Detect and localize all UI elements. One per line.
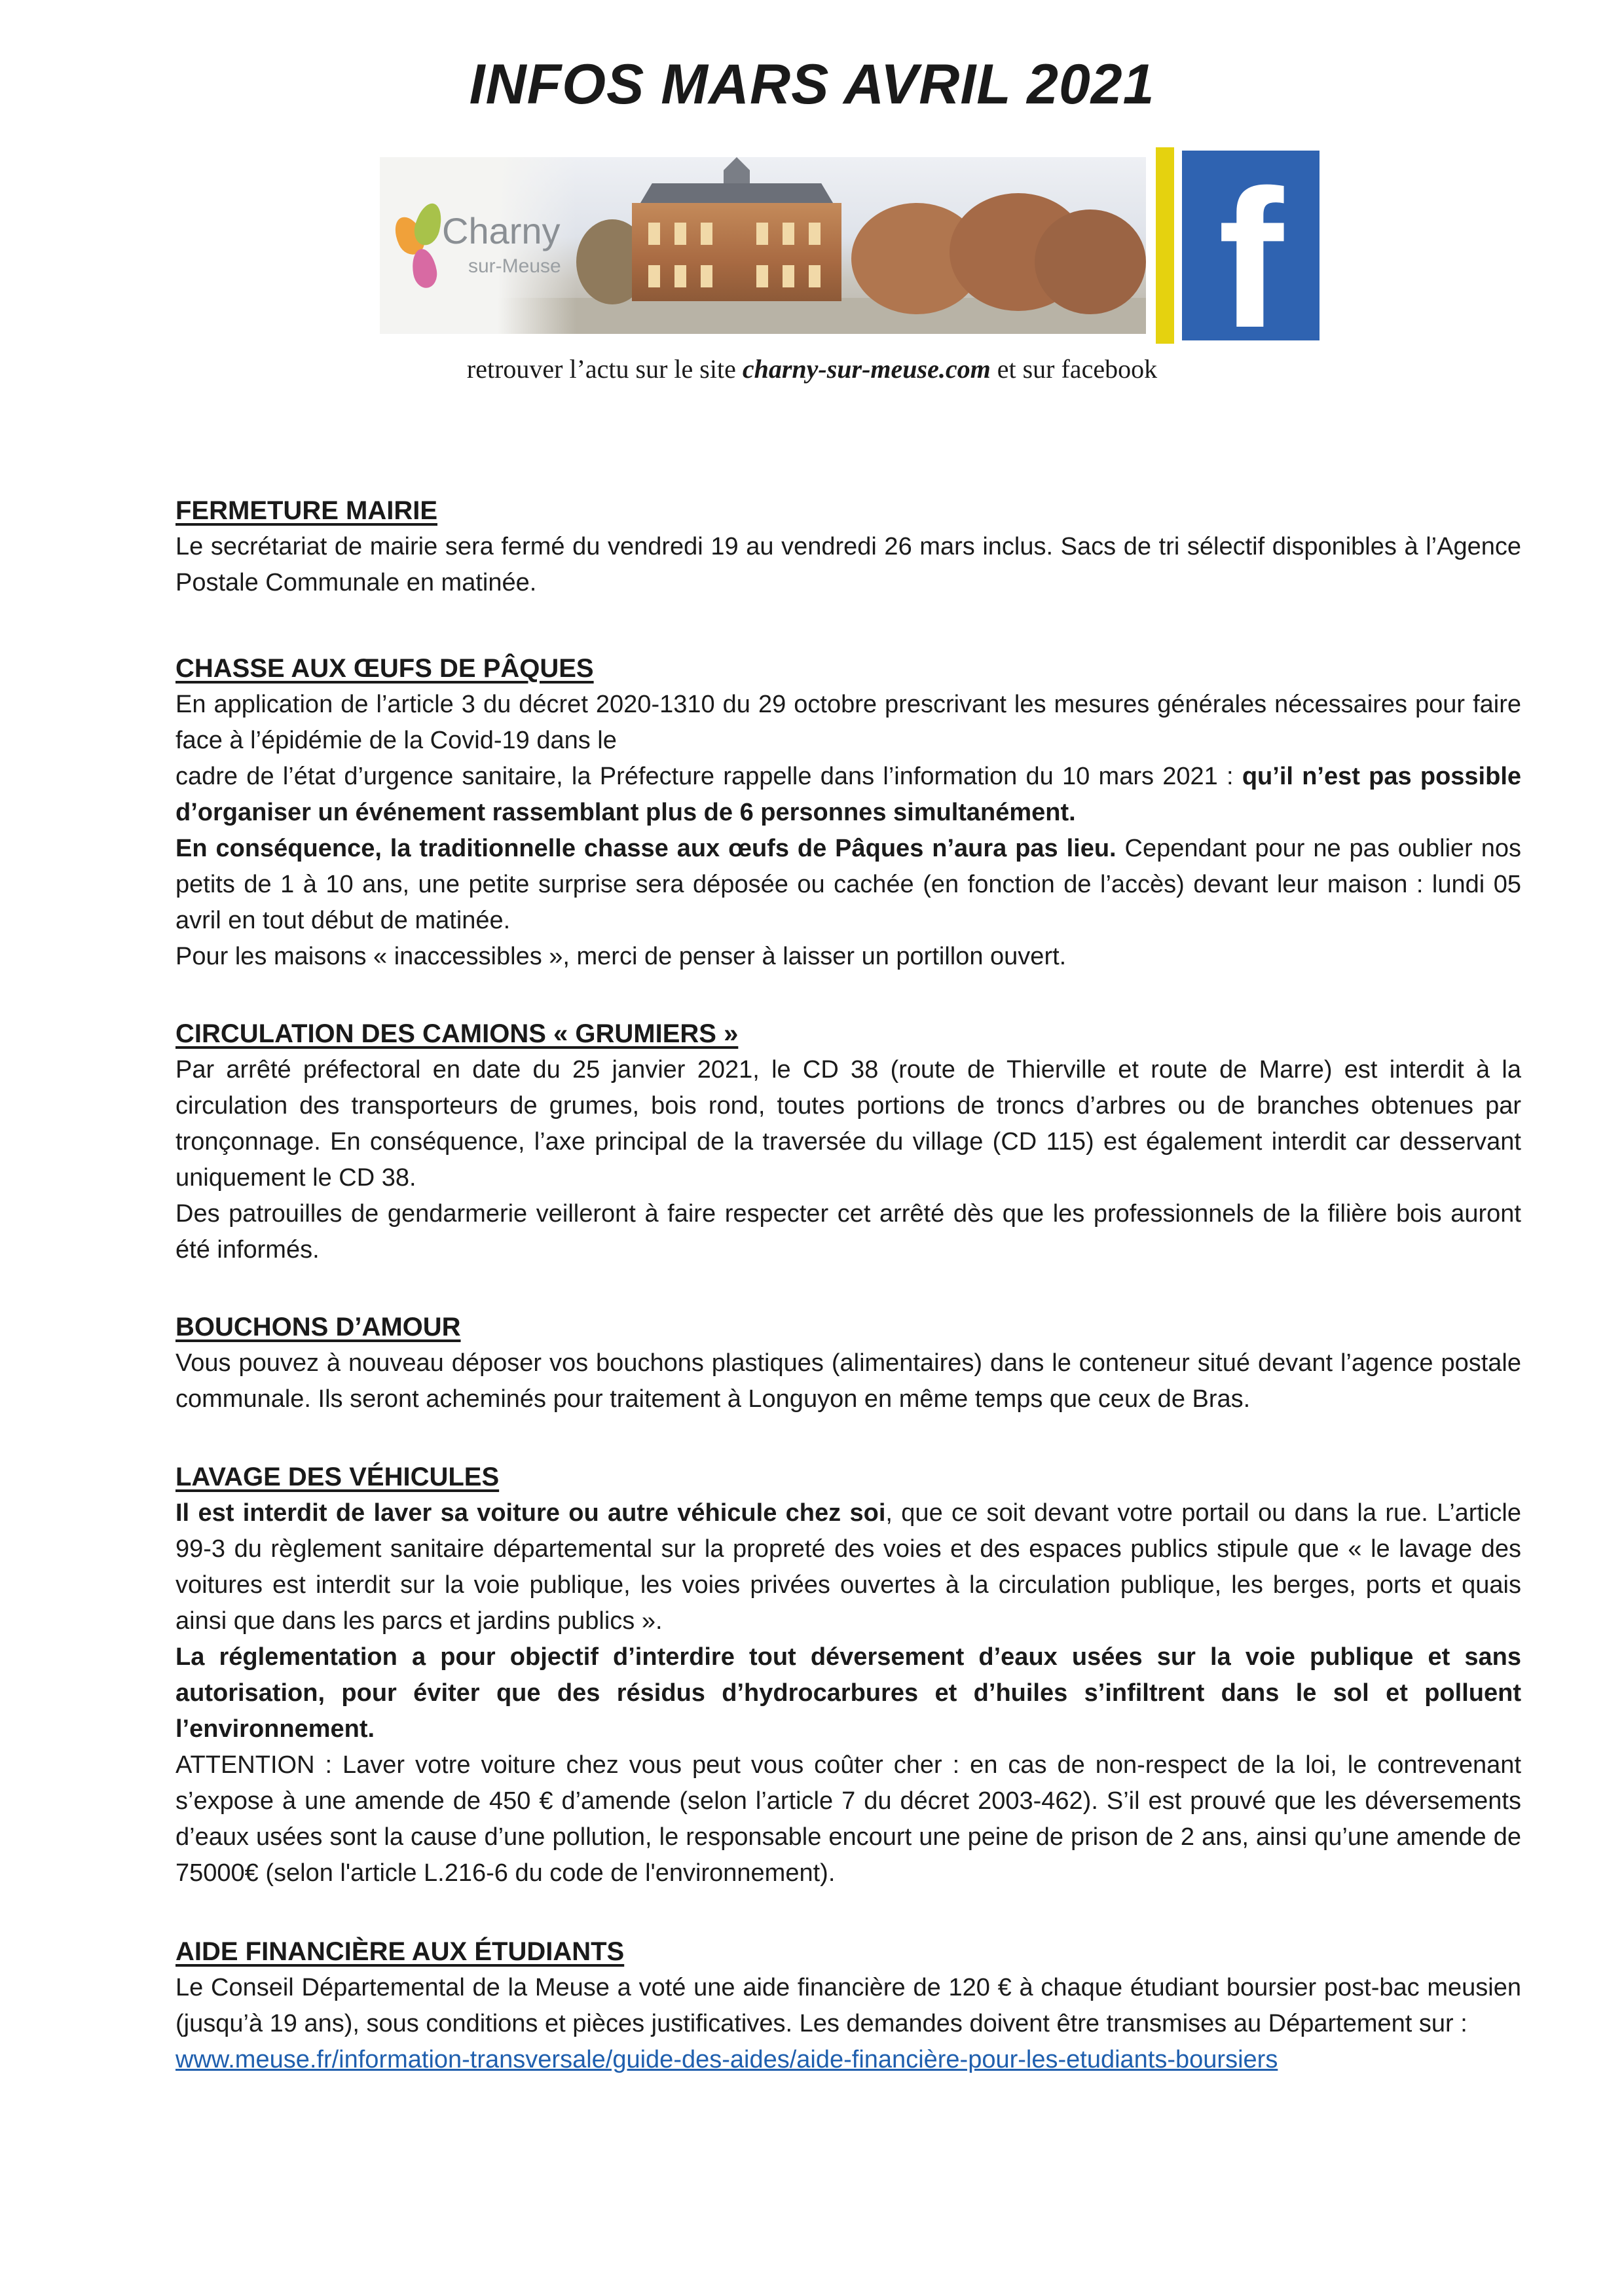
window bbox=[701, 265, 712, 287]
window bbox=[674, 265, 686, 287]
section-text: Des patrouilles de gendarmerie veilleront à faire respecter cet arrêté dès que les professionnels de la filière bois auront été informés. bbox=[175, 1200, 1521, 1264]
window bbox=[756, 265, 768, 287]
window bbox=[783, 223, 794, 245]
section-text bbox=[175, 831, 1521, 939]
window bbox=[674, 223, 686, 245]
section-heading: CHASSE AUX ŒUFS DE PÂQUES bbox=[175, 654, 594, 683]
logo-subtitle: sur-Meuse bbox=[468, 255, 561, 277]
text-bold: qu’il n’est pas possible d’organiser un événement rassemblant plus de 6 personnes simultanément. bbox=[175, 763, 1522, 826]
section-text: La réglementation a pour objectif d’interdire tout déversement d’eaux usées sur la voie publique et sans autorisation, pour éviter que des résidus d’hydrocarbures et d’huiles s’infiltrent dans le sol et polluent l’environnement. bbox=[175, 1643, 1521, 1743]
window bbox=[809, 223, 821, 245]
text-bold: En conséquence, la traditionnelle chasse aux œufs de Pâques n’aura pas lieu. bbox=[175, 835, 1116, 862]
town-hall-building bbox=[632, 203, 841, 301]
section-text: En application de l’article 3 du décret 2020-1310 du 29 octobre prescrivant les mesures générales nécessaires pour faire face à l’épidémie de la Covid-19 dans le bbox=[175, 691, 1521, 754]
section-text: Le secrétariat de mairie sera fermé du vendredi 19 au vendredi 26 mars inclus. Sacs de tri sélectif disponibles à l’Agence Postale Communale en matinée. bbox=[175, 533, 1521, 596]
section-lavage bbox=[175, 1459, 1521, 1891]
section-heading: LAVAGE DES VÉHICULES bbox=[175, 1463, 500, 1491]
section-text: Pour les maisons « inaccessibles », merci de penser à laisser un portillon ouvert. bbox=[175, 943, 1067, 970]
window bbox=[783, 265, 794, 287]
section-bouchons bbox=[175, 1309, 1521, 1417]
window bbox=[701, 223, 712, 245]
tagline-suffix: et sur facebook bbox=[990, 354, 1158, 384]
aide-link[interactable]: www.meuse.fr/information-transversale/guide-des-aides/aide-financière-pour-les-etudiants-boursiers bbox=[175, 2046, 1278, 2073]
page-title: INFOS MARS AVRIL 2021 bbox=[469, 53, 1155, 116]
tagline bbox=[0, 354, 1624, 384]
section-text: ATTENTION : Laver votre voiture chez vous peut vous coûter cher : en cas de non-respect de la loi, le contrevenant s’expose à une amende de 450 € d’amende (selon l’article 7 du décret 2003-462). S’il est prouvé que les déversements d’eaux usées sont la cause d’une pollution, le responsable encourt une peine de prison de 2 ans, ainsi qu’une amende de 75000€ (selon l'article L.216-6 du code de l'environnement). bbox=[175, 1751, 1521, 1887]
section-text: Par arrêté préfectoral en date du 25 janvier 2021, le CD 38 (route de Thierville et route de Marre) est interdit à la circulation des transporteurs de grumes, bois rond, toutes portions de troncs d’arbres ou de branches obtenues par tronçonnage. En conséquence, l’axe principal de la traversée du village (CD 115) est également interdit car desservant uniquement le CD 38. bbox=[175, 1056, 1521, 1192]
text-normal: , que ce soit devant votre portail ou dans la rue. L’article 99-3 du règlement sanitaire départemental sur la propreté des voies et des espaces publics stipule que « le lavage des voitures est interdit sur la voie publique, les voies privées ouvertes à la circulation publique, les berges, ports et quais ainsi que dans les parcs et jardins publics ». bbox=[175, 1499, 1522, 1635]
window bbox=[756, 223, 768, 245]
section-link-line bbox=[175, 2042, 1521, 2078]
tagline-prefix: retrouver l’actu sur le site bbox=[466, 354, 743, 384]
site-link[interactable]: charny-sur-meuse.com bbox=[742, 354, 991, 384]
section-heading: BOUCHONS D’AMOUR bbox=[175, 1313, 461, 1341]
section-text bbox=[175, 1495, 1521, 1639]
section-chasse-oeufs bbox=[175, 650, 1521, 975]
window bbox=[809, 265, 821, 287]
text-normal: cadre de l’état d’urgence sanitaire, la Préfecture rappelle dans l’information du 10 mars 2021 : bbox=[175, 763, 1242, 790]
accent-bar bbox=[1156, 147, 1174, 344]
town-hall-photo bbox=[380, 157, 1146, 334]
text-bold: Il est interdit de laver sa voiture ou autre véhicule chez soi bbox=[175, 1499, 886, 1527]
section-circulation bbox=[175, 1015, 1521, 1268]
section-text bbox=[175, 759, 1521, 831]
section-heading: FERMETURE MAIRIE bbox=[175, 496, 437, 525]
section-text: Vous pouvez à nouveau déposer vos bouchons plastiques (alimentaires) dans le conteneur situé devant l’agence postale communale. Ils seront acheminés pour traitement à Longuyon en même temps que ceux de Bras. bbox=[175, 1349, 1521, 1413]
section-text: Le Conseil Départemental de la Meuse a voté une aide financière de 120 € à chaque étudiant boursier post-bac meusien (jusqu’à 19 ans), sous conditions et pièces justificatives. Les demandes doivent être transmises au Département sur : bbox=[175, 1974, 1521, 2037]
tree-autumn bbox=[1035, 210, 1146, 314]
charny-logo bbox=[380, 157, 576, 334]
facebook-letter: f bbox=[1218, 149, 1283, 369]
logo-word: Charny bbox=[442, 210, 561, 251]
window bbox=[648, 223, 660, 245]
window bbox=[648, 265, 660, 287]
facebook-icon[interactable] bbox=[1182, 149, 1320, 369]
section-heading: AIDE FINANCIÈRE AUX ÉTUDIANTS bbox=[175, 1937, 625, 1966]
section-fermeture-mairie bbox=[175, 492, 1521, 601]
section-aide-etudiants bbox=[175, 1933, 1521, 2078]
section-heading: CIRCULATION DES CAMIONS « GRUMIERS » bbox=[175, 1019, 739, 1048]
text-normal: Cependant pour ne pas oublier nos petits de 1 à 10 ans, une petite surprise sera déposée ou cachée (en fonction de l’accès) devant leur maison : lundi 05 avril en tout début de matinée. bbox=[175, 835, 1521, 934]
